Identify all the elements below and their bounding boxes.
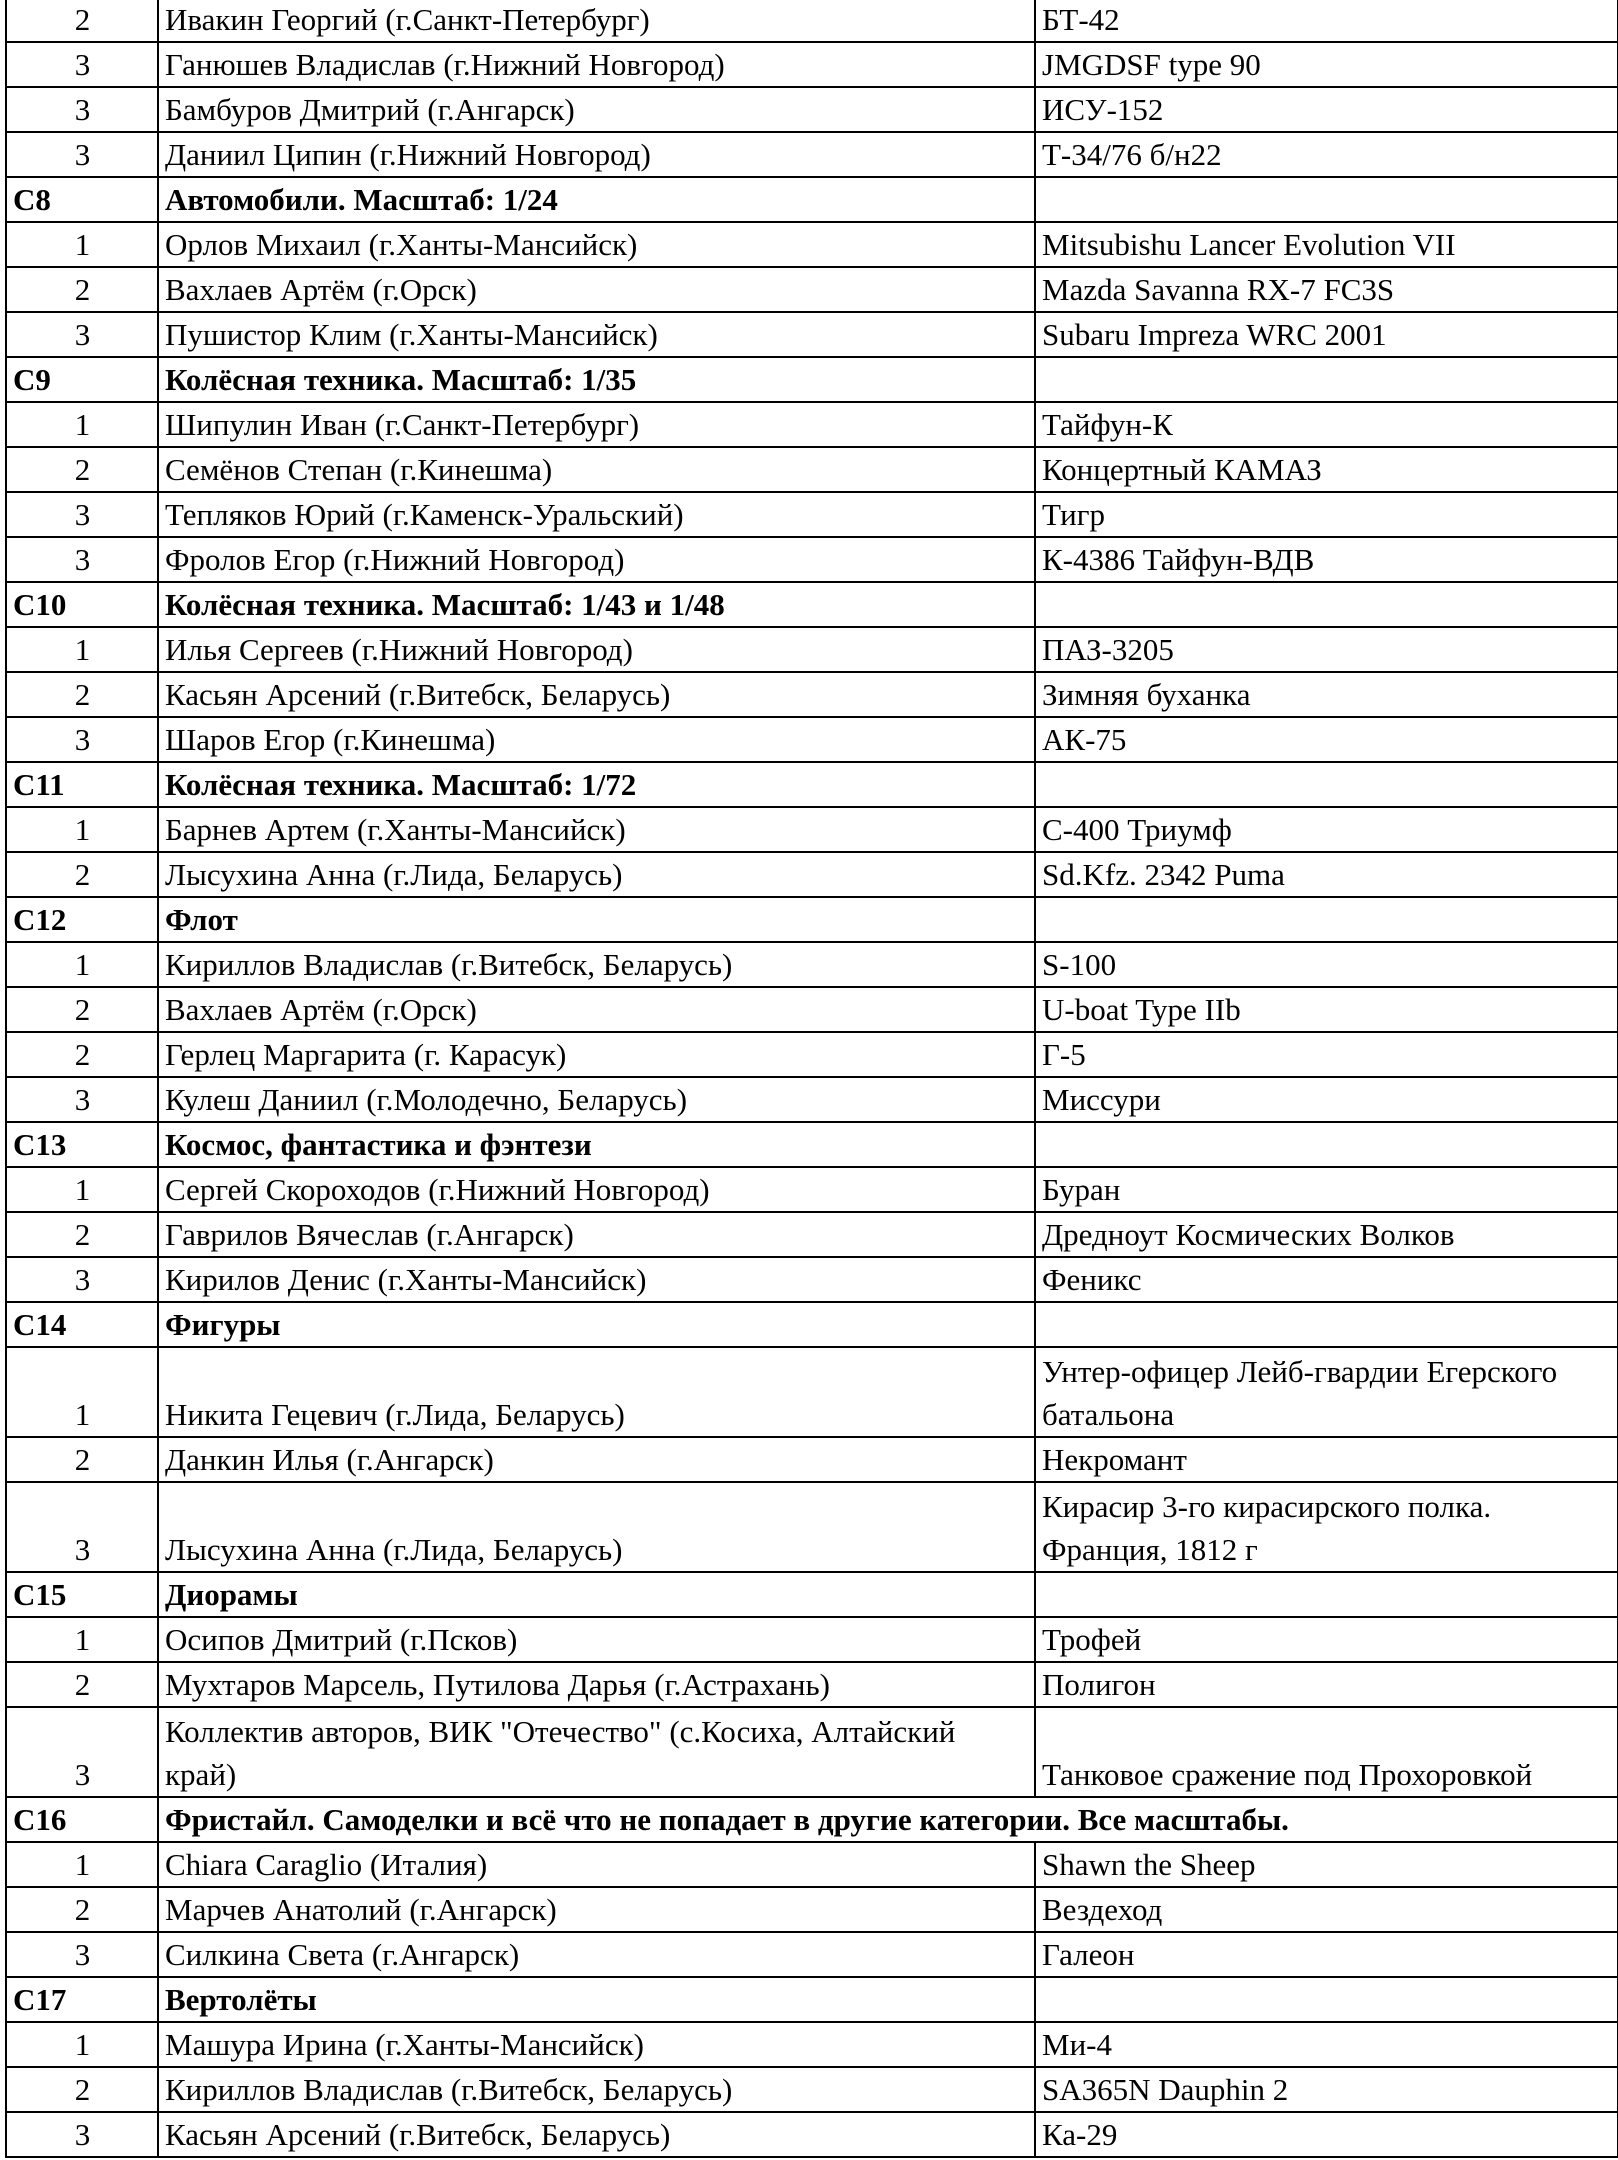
model-cell: Буран (1035, 1167, 1618, 1212)
entry-row (6, 717, 1618, 762)
place-cell: 1 (6, 1617, 158, 1662)
category-row (6, 582, 1618, 627)
model-cell: Дредноут Космических Волков (1035, 1212, 1618, 1257)
entry-row (6, 222, 1618, 267)
entry-row (6, 1167, 1618, 1212)
model-cell: Тигр (1035, 492, 1618, 537)
place-cell: 1 (6, 222, 158, 267)
entry-row (6, 312, 1618, 357)
model-cell: Некромант (1035, 1437, 1618, 1482)
entry-row (6, 987, 1618, 1032)
participant-cell: Семёнов Степан (г.Кинешма) (158, 447, 1035, 492)
category-empty-cell (1035, 1977, 1618, 2022)
participant-cell: Коллектив авторов, ВИК "Отечество" (с.Косиха, Алтайский край) (158, 1707, 1035, 1797)
model-cell: Феникс (1035, 1257, 1618, 1302)
category-row (6, 357, 1618, 402)
entry-row (6, 1932, 1618, 1977)
entry-row (6, 627, 1618, 672)
entry-row (6, 132, 1618, 177)
place-cell: 1 (6, 1347, 158, 1437)
category-code: C9 (6, 357, 158, 402)
place-cell: 2 (6, 1032, 158, 1077)
place-cell: 3 (6, 42, 158, 87)
entry-row (6, 1707, 1618, 1797)
category-title: Диорамы (158, 1572, 1035, 1617)
place-cell: 3 (6, 1707, 158, 1797)
category-code: C17 (6, 1977, 158, 2022)
participant-cell: Chiara Caraglio (Италия) (158, 1842, 1035, 1887)
entry-row (6, 2067, 1618, 2112)
entry-row (6, 87, 1618, 132)
model-cell: ПАЗ-3205 (1035, 627, 1618, 672)
model-cell: ИСУ-152 (1035, 87, 1618, 132)
category-code: C12 (6, 897, 158, 942)
participant-cell: Герлец Маргарита (г. Карасук) (158, 1032, 1035, 1077)
entry-row (6, 1212, 1618, 1257)
entry-row (6, 1257, 1618, 1302)
category-code: C14 (6, 1302, 158, 1347)
category-code: C13 (6, 1122, 158, 1167)
participant-cell: Кириллов Владислав (г.Витебск, Беларусь) (158, 2067, 1035, 2112)
model-cell: U-boat Type IIb (1035, 987, 1618, 1032)
place-cell: 1 (6, 402, 158, 447)
model-cell: Унтер-офицер Лейб-гвардии Егерского батальона (1035, 1347, 1618, 1437)
entry-row (6, 1347, 1618, 1437)
entry-row (6, 0, 1618, 42)
participant-cell: Кириллов Владислав (г.Витебск, Беларусь) (158, 942, 1035, 987)
entry-row (6, 1437, 1618, 1482)
participant-cell: Шаров Егор (г.Кинешма) (158, 717, 1035, 762)
place-cell: 3 (6, 87, 158, 132)
entry-row (6, 1842, 1618, 1887)
place-cell: 1 (6, 627, 158, 672)
participant-cell: Марчев Анатолий (г.Ангарск) (158, 1887, 1035, 1932)
entry-row (6, 402, 1618, 447)
entry-row (6, 852, 1618, 897)
participant-cell: Пушистор Клим (г.Ханты-Мансийск) (158, 312, 1035, 357)
model-cell: Subaru Impreza WRC 2001 (1035, 312, 1618, 357)
category-title: Флот (158, 897, 1035, 942)
place-cell: 3 (6, 492, 158, 537)
place-cell: 3 (6, 2112, 158, 2157)
model-cell: К-4386 Тайфун-ВДВ (1035, 537, 1618, 582)
model-cell: Концертный КАМАЗ (1035, 447, 1618, 492)
participant-cell: Касьян Арсений (г.Витебск, Беларусь) (158, 2112, 1035, 2157)
entry-row (6, 42, 1618, 87)
category-code: C8 (6, 177, 158, 222)
entry-row (6, 942, 1618, 987)
category-row (6, 762, 1618, 807)
place-cell: 2 (6, 672, 158, 717)
model-cell: Ка-29 (1035, 2112, 1618, 2157)
category-title: Космос, фантастика и фэнтези (158, 1122, 1035, 1167)
category-empty-cell (1035, 1572, 1618, 1617)
participant-cell: Тепляков Юрий (г.Каменск-Уральский) (158, 492, 1035, 537)
participant-cell: Кулеш Даниил (г.Молодечно, Беларусь) (158, 1077, 1035, 1122)
model-cell: Танковое сражение под Прохоровкой (1035, 1707, 1618, 1797)
model-cell: Ми-4 (1035, 2022, 1618, 2067)
category-code: C10 (6, 582, 158, 627)
entry-row (6, 492, 1618, 537)
participant-cell: Лысухина Анна (г.Лида, Беларусь) (158, 852, 1035, 897)
entry-row (6, 807, 1618, 852)
model-cell: С-400 Триумф (1035, 807, 1618, 852)
category-empty-cell (1035, 1122, 1618, 1167)
participant-cell: Лысухина Анна (г.Лида, Беларусь) (158, 1482, 1035, 1572)
model-cell: Миссури (1035, 1077, 1618, 1122)
category-row (6, 1977, 1618, 2022)
category-title: Колёсная техника. Масштаб: 1/72 (158, 762, 1035, 807)
place-cell: 2 (6, 1887, 158, 1932)
model-cell: Галеон (1035, 1932, 1618, 1977)
place-cell: 1 (6, 2022, 158, 2067)
category-row (6, 177, 1618, 222)
category-empty-cell (1035, 177, 1618, 222)
entry-row (6, 1617, 1618, 1662)
participant-cell: Машура Ирина (г.Ханты-Мансийск) (158, 2022, 1035, 2067)
place-cell: 2 (6, 852, 158, 897)
entry-row (6, 1032, 1618, 1077)
model-cell: SA365N Dauphin 2 (1035, 2067, 1618, 2112)
participant-cell: Сергей Скороходов (г.Нижний Новгород) (158, 1167, 1035, 1212)
entry-row (6, 1482, 1618, 1572)
category-empty-cell (1035, 582, 1618, 627)
participant-cell: Вахлаев Артём (г.Орск) (158, 987, 1035, 1032)
entry-row (6, 2112, 1618, 2157)
category-empty-cell (1035, 897, 1618, 942)
place-cell: 3 (6, 1932, 158, 1977)
model-cell: Трофей (1035, 1617, 1618, 1662)
entry-row (6, 447, 1618, 492)
model-cell: Т-34/76 б/н22 (1035, 132, 1618, 177)
place-cell: 2 (6, 1212, 158, 1257)
participant-cell: Фролов Егор (г.Нижний Новгород) (158, 537, 1035, 582)
category-title: Колёсная техника. Масштаб: 1/43 и 1/48 (158, 582, 1035, 627)
entry-row (6, 1662, 1618, 1707)
place-cell: 3 (6, 132, 158, 177)
participant-cell: Мухтаров Марсель, Путилова Дарья (г.Астрахань) (158, 1662, 1035, 1707)
category-title: Вертолёты (158, 1977, 1035, 2022)
category-row (6, 1122, 1618, 1167)
category-row (6, 1797, 1618, 1842)
place-cell: 3 (6, 312, 158, 357)
participant-cell: Бамбуров Дмитрий (г.Ангарск) (158, 87, 1035, 132)
category-row (6, 897, 1618, 942)
entry-row (6, 267, 1618, 312)
place-cell: 3 (6, 1077, 158, 1122)
category-title: Автомобили. Масштаб: 1/24 (158, 177, 1035, 222)
place-cell: 3 (6, 1257, 158, 1302)
participant-cell: Даниил Ципин (г.Нижний Новгород) (158, 132, 1035, 177)
category-row (6, 1302, 1618, 1347)
place-cell: 1 (6, 1842, 158, 1887)
category-row (6, 1572, 1618, 1617)
place-cell: 3 (6, 717, 158, 762)
entry-row (6, 672, 1618, 717)
place-cell: 1 (6, 807, 158, 852)
model-cell: Зимняя буханка (1035, 672, 1618, 717)
participant-cell: Илья Сергеев (г.Нижний Новгород) (158, 627, 1035, 672)
entry-row (6, 2022, 1618, 2067)
model-cell: Г-5 (1035, 1032, 1618, 1077)
category-code: C15 (6, 1572, 158, 1617)
model-cell: Mazda Savanna RX-7 FC3S (1035, 267, 1618, 312)
participant-cell: Силкина Света (г.Ангарск) (158, 1932, 1035, 1977)
place-cell: 3 (6, 537, 158, 582)
results-table-body (6, 0, 1618, 2157)
participant-cell: Касьян Арсений (г.Витебск, Беларусь) (158, 672, 1035, 717)
place-cell: 2 (6, 987, 158, 1032)
participant-cell: Орлов Михаил (г.Ханты-Мансийск) (158, 222, 1035, 267)
participant-cell: Вахлаев Артём (г.Орск) (158, 267, 1035, 312)
participant-cell: Барнев Артем (г.Ханты-Мансийск) (158, 807, 1035, 852)
participant-cell: Ганюшев Владислав (г.Нижний Новгород) (158, 42, 1035, 87)
model-cell: Mitsubishu Lancer Evolution VII (1035, 222, 1618, 267)
place-cell: 2 (6, 267, 158, 312)
model-cell: JMGDSF type 90 (1035, 42, 1618, 87)
results-table (5, 0, 1618, 2158)
participant-cell: Данкин Илья (г.Ангарск) (158, 1437, 1035, 1482)
place-cell: 1 (6, 1167, 158, 1212)
place-cell: 2 (6, 2067, 158, 2112)
place-cell: 2 (6, 1437, 158, 1482)
model-cell: АК-75 (1035, 717, 1618, 762)
category-empty-cell (1035, 1302, 1618, 1347)
place-cell: 1 (6, 942, 158, 987)
model-cell: Вездеход (1035, 1887, 1618, 1932)
entry-row (6, 537, 1618, 582)
place-cell: 3 (6, 1482, 158, 1572)
model-cell: БТ-42 (1035, 0, 1618, 42)
model-cell: Shawn the Sheep (1035, 1842, 1618, 1887)
participant-cell: Никита Гецевич (г.Лида, Беларусь) (158, 1347, 1035, 1437)
category-empty-cell (1035, 357, 1618, 402)
model-cell: Sd.Kfz. 2342 Puma (1035, 852, 1618, 897)
model-cell: Тайфун-К (1035, 402, 1618, 447)
entry-row (6, 1077, 1618, 1122)
place-cell: 2 (6, 447, 158, 492)
category-code: C11 (6, 762, 158, 807)
place-cell: 2 (6, 1662, 158, 1707)
category-title: Фристайл. Самоделки и всё что не попадает в другие категории. Все масштабы. (158, 1797, 1618, 1842)
category-empty-cell (1035, 762, 1618, 807)
model-cell: Полигон (1035, 1662, 1618, 1707)
place-cell: 2 (6, 0, 158, 42)
category-title: Фигуры (158, 1302, 1035, 1347)
participant-cell: Гаврилов Вячеслав (г.Ангарск) (158, 1212, 1035, 1257)
participant-cell: Осипов Дмитрий (г.Псков) (158, 1617, 1035, 1662)
participant-cell: Ивакин Георгий (г.Санкт-Петербург) (158, 0, 1035, 42)
category-code: C16 (6, 1797, 158, 1842)
model-cell: S-100 (1035, 942, 1618, 987)
participant-cell: Шипулин Иван (г.Санкт-Петербург) (158, 402, 1035, 447)
model-cell: Кирасир 3-го кирасирского полка. Франция, 1812 г (1035, 1482, 1618, 1572)
participant-cell: Кирилов Денис (г.Ханты-Мансийск) (158, 1257, 1035, 1302)
category-title: Колёсная техника. Масштаб: 1/35 (158, 357, 1035, 402)
entry-row (6, 1887, 1618, 1932)
